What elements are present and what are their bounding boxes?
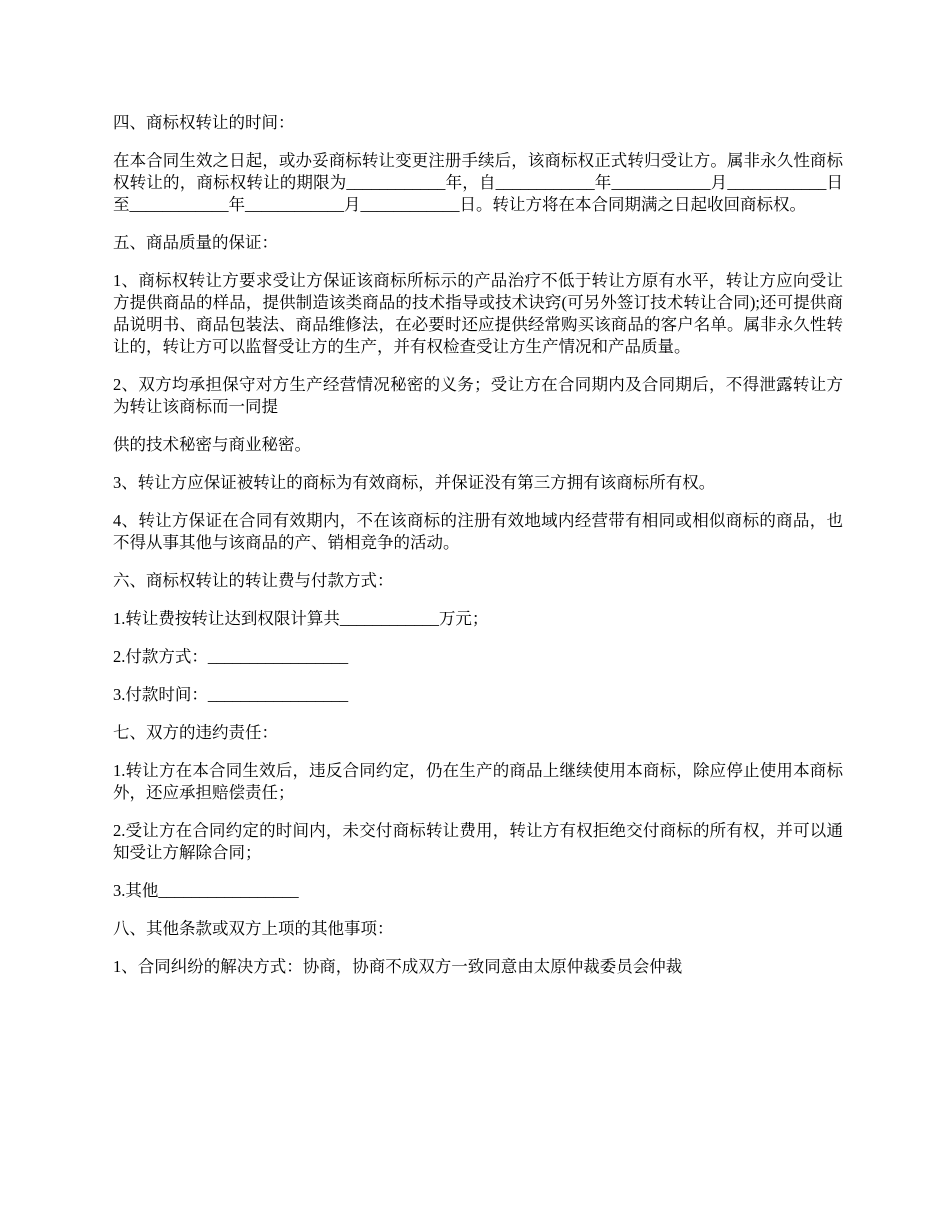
section-heading-liability: 七、双方的违约责任： [113, 723, 278, 742]
section-heading-other-terms: 八、其他条款或双方上项的其他事项： [113, 919, 394, 938]
section-heading-quality-guarantee: 五、商品质量的保证： [113, 233, 278, 252]
paragraph-liability-2: 2.受让方在合同约定的时间内，未交付商标转让费用，转让方有权拒绝交付商标的所有权，并可以通知受让方解除合同； [113, 821, 843, 862]
paragraph-dispute-resolution: 1、合同纠纷的解决方式：协商，协商不成双方一致同意由太原仲裁委员会仲裁 [113, 957, 683, 976]
paragraph-transfer-time: 在本合同生效之日起，或办妥商标转让变更注册手续后，该商标权正式转归受让方。属非永久性商标权转让的，商标权转让的期限为____________年，自____________年____________月____________日至____________年____________月____________日。转让方将在本合同期满之日起收回商标权。 [113, 151, 843, 214]
paragraph-quality-2-continued: 供的技术秘密与商业秘密。 [113, 435, 311, 454]
paragraph-quality-2: 2、双方均承担保守对方生产经营情况秘密的义务；受让方在合同期内及合同期后，不得泄露转让方为转让该商标而一同提 [113, 375, 843, 416]
paragraph-liability-1: 1.转让方在本合同生效后，违反合同约定，仍在生产的商品上继续使用本商标，除应停止使用本商标外，还应承担赔偿责任； [113, 761, 843, 802]
paragraph-liability-3: 3.其他_________________ [113, 881, 299, 900]
paragraph-quality-4: 4、转让方保证在合同有效期内，不在该商标的注册有效地域内经营带有相同或相似商标的商品，也不得从事其他与该商品的产、销相竞争的活动。 [113, 511, 843, 552]
paragraph-quality-3: 3、转让方应保证被转让的商标为有效商标，并保证没有第三方拥有该商标所有权。 [113, 473, 716, 492]
paragraph-payment-method: 2.付款方式：_________________ [113, 647, 349, 666]
paragraph-payment-time: 3.付款时间：_________________ [113, 685, 349, 704]
section-heading-transfer-time: 四、商标权转让的时间： [113, 113, 295, 132]
document-body [113, 112, 843, 994]
section-heading-fees-payment: 六、商标权转让的转让费与付款方式： [113, 571, 394, 590]
paragraph-fee-amount: 1.转让费按转让达到权限计算共____________万元； [113, 609, 489, 628]
paragraph-quality-1: 1、商标权转让方要求受让方保证该商标所标示的产品治疗不低于转让方原有水平，转让方应向受让方提供商品的样品，提供制造该类商品的技术指导或技术诀窍(可另外签订技术转让合同);还可提供商品说明书、商品包装法、商品维修法，在必要时还应提供经常购买该商品的客户名单。属非永久性转让的，转让方可以监督受让方的生产，并有权检查受让方生产情况和产品质量。 [113, 271, 843, 356]
